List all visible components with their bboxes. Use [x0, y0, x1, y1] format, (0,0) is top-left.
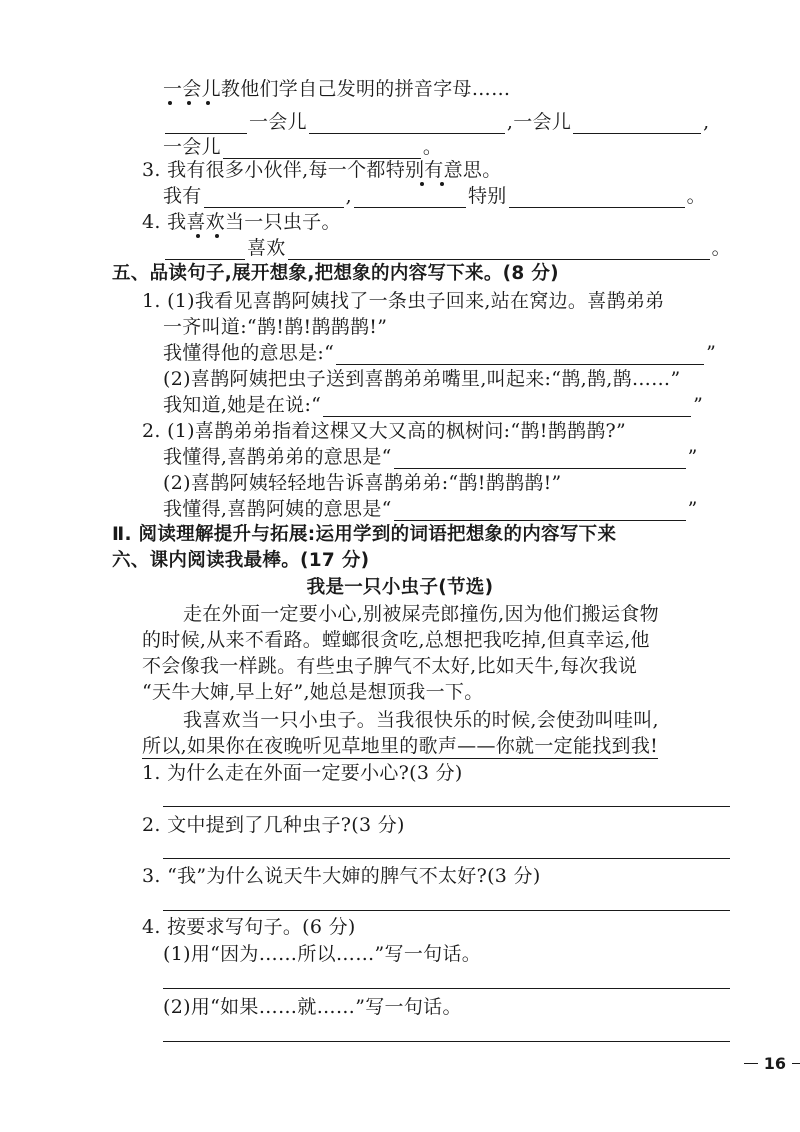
answer-line[interactable]	[163, 910, 730, 911]
sec6-question-4-2: (2)用“如果……就……”写一句话。	[163, 996, 462, 1018]
sec6-question-1: 1. 为什么走在外面一定要小心?(3 分)	[142, 762, 463, 784]
divider	[792, 1063, 800, 1064]
blank[interactable]	[165, 239, 245, 260]
answer-line[interactable]	[163, 988, 730, 989]
fill-line-3: 我有 , 特别 。	[163, 185, 706, 207]
blank[interactable]	[204, 187, 344, 208]
blank[interactable]	[165, 113, 247, 134]
sec6-question-4-1: (1)用“因为……所以……”写一句话。	[163, 943, 482, 965]
fill-line-4: 喜欢 。	[163, 236, 731, 260]
part-2-heading: Ⅱ. 阅读理解提升与拓展:运用学到的词语把想象的内容写下来	[112, 524, 617, 545]
answer-blank[interactable]	[336, 344, 704, 365]
passage-line-1: 走在外面一定要小心,别被屎壳郎撞伤,因为他们搬运食物	[183, 603, 659, 625]
passage-line-6: 所以,如果你在夜晚听见草地里的歌声——你就一定能找到我!	[142, 735, 659, 757]
passage-line-4: “天牛大婶,早上好”,她总是想顶我一下。	[142, 681, 484, 703]
answer-line[interactable]	[163, 806, 730, 807]
section-6-heading: 六、课内阅读我最棒。(17 分)	[112, 550, 370, 571]
page-number-text: 16	[763, 1054, 786, 1073]
section-5-heading: 五、品读句子,展开想象,把想象的内容写下来。(8 分)	[112, 263, 559, 284]
blank[interactable]	[223, 138, 421, 159]
blank[interactable]	[288, 239, 710, 260]
question-4: 4. 我喜欢当一只虫子。	[142, 211, 341, 233]
sec5-q2-1b: 我懂得,喜鹊弟弟的意思是“ ”	[163, 446, 698, 468]
answer-line[interactable]	[163, 858, 730, 859]
emphasis-dot	[215, 234, 219, 238]
answer-line[interactable]	[163, 1041, 730, 1042]
question-3: 3. 我有很多小伙伴,每一个都特别有意思。	[142, 159, 502, 181]
example-sentence: 一会儿教他们学自己发明的拼音字母……	[163, 78, 511, 100]
fill-line-1: 一会儿 ,一会儿 ,	[163, 110, 710, 134]
sec5-q1-2a: (2)喜鹊阿姨把虫子送到喜鹊弟弟嘴里,叫起来:“鹊,鹊,鹊……”	[163, 368, 681, 390]
passage-line-5: 我喜欢当一只小虫子。当我很快乐的时候,会使劲叫哇叫,	[183, 709, 659, 731]
sec5-q2-1a: 2. (1)喜鹊弟弟指着这棵又大又高的枫树问:“鹊!鹊鹊鹊?”	[142, 420, 627, 442]
sec5-q2-2a: (2)喜鹊阿姨轻轻地告诉喜鹊弟弟:“鹊!鹊鹊鹊!”	[163, 472, 562, 494]
emphasis-dot	[420, 182, 424, 186]
sec5-q1-1a: 1. (1)我看见喜鹊阿姨找了一条虫子回来,站在窝边。喜鹊弟弟	[142, 290, 665, 312]
sec6-question-4: 4. 按要求写句子。(6 分)	[142, 916, 356, 938]
sec6-question-3: 3. “我”为什么说天牛大婶的脾气不太好?(3 分)	[142, 865, 541, 887]
divider	[744, 1063, 758, 1064]
blank[interactable]	[309, 113, 505, 134]
sec5-q1-2b: 我知道,她是在说:“ ”	[163, 394, 704, 416]
sec5-q2-2b: 我懂得,喜鹊阿姨的意思是“ ”	[163, 498, 698, 520]
fill-line-2: 一会儿 。	[163, 136, 443, 158]
passage-line-2: 的时候,从来不看路。螳螂很贪吃,总想把我吃掉,但真幸运,他	[142, 629, 650, 651]
sec5-q1-1b: 一齐叫道:“鹊!鹊!鹊鹊鹊!”	[163, 316, 388, 338]
emphasis-dot	[196, 234, 200, 238]
answer-blank[interactable]	[394, 500, 686, 521]
blank[interactable]	[573, 113, 701, 134]
emphasis-dot	[206, 101, 210, 105]
page-number	[730, 1054, 800, 1073]
blank[interactable]	[354, 187, 466, 208]
passage-line-3: 不会像我一样跳。有些虫子脾气不太好,比如天牛,每次我说	[142, 655, 638, 677]
emphasis-dot	[440, 182, 444, 186]
passage-title: 我是一只小虫子(节选)	[306, 577, 494, 598]
emphasis-dot	[187, 101, 191, 105]
answer-blank[interactable]	[394, 448, 686, 469]
blank[interactable]	[509, 187, 685, 208]
emphasis-dot	[168, 101, 172, 105]
sec6-question-2: 2. 文中提到了几种虫子?(3 分)	[142, 814, 405, 836]
sec5-q1-1c: 我懂得他的意思是:“ ”	[163, 342, 717, 364]
answer-blank[interactable]	[323, 396, 691, 417]
